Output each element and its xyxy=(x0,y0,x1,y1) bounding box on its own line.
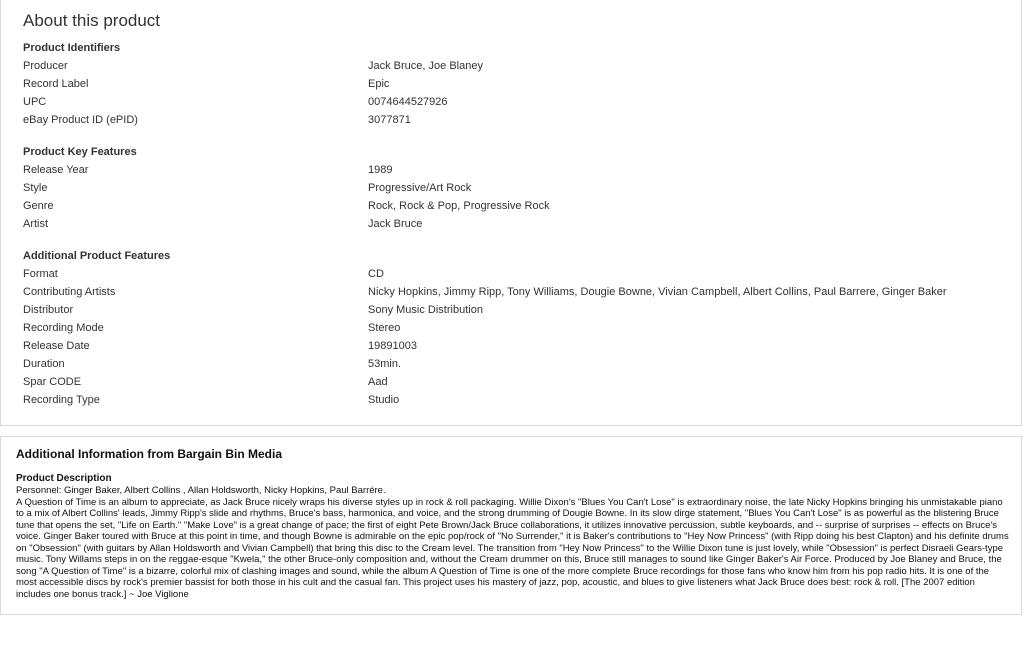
spec-value: Progressive/Art Rock xyxy=(368,182,472,194)
spec-value: Jack Bruce, Joe Blaney xyxy=(368,60,483,72)
spec-row-record-label xyxy=(1,75,1001,93)
spec-value: 19891003 xyxy=(368,340,417,352)
spec-row-upc xyxy=(1,93,1001,111)
spec-value: Studio xyxy=(368,394,400,406)
personnel-text: Personnel: Ginger Baker, Albert Collins , Allan Holdsworth, Nicky Hopkins, Paul Barrére. xyxy=(16,485,386,496)
seller-additional-info-panel xyxy=(0,436,1022,615)
review-text: A Question of Time is an album to appreciate, as Jack Bruce nicely wraps his diverse styles up in rock & roll packaging. Willie Dixon's "Blues You Can't Lose" is extraordinary noise, the late Nicky Hopkins bringing his unmistakable piano to a mix of Albert Collins' leads, Jimmy Ripp's slide and rhythms, Bruce's bass, harmonica, and voice, and the strong drumming of Dougie Bowne. In its slow dirge statement, "Blues You Can't Lose" is as powerful as the blistering Bruce tune that opens the set, "Life on Earth." "Make Love" is a great change of pace; the first of eight Pete Brown/Jack Bruce collaborations, it utilizes innovative percussion, subtle keyboards, and -- surprise of surprises -- effects on Bruce's voice. Ginger Baker toured with Bruce at this point in time, and though Bowne is admirable on the epic pop/rock of "No Surrender," it is Baker's contributions to "Hey Now Princess" (with Ripp doing his best Clapton) and his definite drums on "Obsession" (with guitars by Allan Holdsworth and Vivian Campbell) that bring this disc to the Cream level. The transition from "Hey Now Princess" to the Willie Dixon tune is just lovely, while "Obsession" is perfect Disraeli Gears-type music. Tony Willams steps in on the reggae-esque "Kwela," the other Bruce-only composition and, without the Cream drummer on this, Bruce still manages to sound like Ginger Baker's Air Force. Produced by Joe Blaney and Bruce, the song "A Question of Time" is a bizarre, colorful mix of clashing images and sound, while the album A Question of Time is one of the more complete Bruce recordings for those fans who know him from his pop radio hits. It is one of the most accessible discs by rock's premier bassist for both those in his cult and the casual fan. This project uses his mastery of jazz, pop, acoustic, and blues to give listeners what Jack Bruce does best: rock & roll. [The 2007 edition includes one bonus track.] ~ Joe Viglione xyxy=(16,496,1009,600)
spec-label: Spar CODE xyxy=(23,376,82,388)
spec-label: UPC xyxy=(23,96,47,108)
about-title: About this product xyxy=(23,11,161,30)
section-heading-additional-product-features: Additional Product Features xyxy=(23,250,171,262)
spec-label: Format xyxy=(23,268,58,280)
spec-row-contributing-artists xyxy=(1,283,1001,301)
spec-row-producer xyxy=(1,57,1001,75)
spec-row-epid xyxy=(1,111,1001,129)
spec-value: Sony Music Distribution xyxy=(368,304,483,316)
spec-value: Epic xyxy=(368,78,390,90)
seller-info-title: Additional Information from Bargain Bin Media xyxy=(16,447,283,461)
spec-value: Aad xyxy=(368,376,388,388)
spec-row-distributor xyxy=(1,301,1001,319)
spec-label: Recording Mode xyxy=(23,322,104,334)
spec-row-artist xyxy=(1,215,1001,233)
spec-label: Distributor xyxy=(23,304,74,316)
spec-label: Contributing Artists xyxy=(23,286,116,298)
spec-value: Stereo xyxy=(368,322,401,334)
product-description-heading: Product Description xyxy=(16,473,112,484)
spec-label: Duration xyxy=(23,358,65,370)
spec-value: Jack Bruce xyxy=(368,218,423,230)
spec-label: Producer xyxy=(23,60,68,72)
spec-row-spar-code xyxy=(1,373,1001,391)
spec-label: Genre xyxy=(23,200,54,212)
spec-value: 0074644527926 xyxy=(368,96,448,108)
spec-label: Style xyxy=(23,182,48,194)
spec-value: Rock, Rock & Pop, Progressive Rock xyxy=(368,200,550,212)
spec-row-style xyxy=(1,179,1001,197)
spec-row-recording-mode xyxy=(1,319,1001,337)
spec-label: eBay Product ID (ePID) xyxy=(23,114,138,126)
product-description-body xyxy=(16,485,1011,600)
section-heading-product-identifiers: Product Identifiers xyxy=(23,42,121,54)
spec-value: 1989 xyxy=(368,164,393,176)
spec-label: Artist xyxy=(23,218,49,230)
section-heading-product-key-features: Product Key Features xyxy=(23,146,137,158)
spec-row-release-year xyxy=(1,161,1001,179)
spec-label: Record Label xyxy=(23,78,89,90)
spec-row-recording-type xyxy=(1,391,1001,409)
spec-row-duration xyxy=(1,355,1001,373)
spec-value: 3077871 xyxy=(368,114,411,126)
spec-label: Release Year xyxy=(23,164,89,176)
spec-row-format xyxy=(1,265,1001,283)
spec-label: Recording Type xyxy=(23,394,100,406)
spec-value: CD xyxy=(368,268,384,280)
spec-value: 53min. xyxy=(368,358,402,370)
spec-row-genre xyxy=(1,197,1001,215)
spec-value: Nicky Hopkins, Jimmy Ripp, Tony Williams, Dougie Bowne, Vivian Campbell, Albert Collins, Paul Barrere, Ginger Baker xyxy=(368,286,947,298)
spec-label: Release Date xyxy=(23,340,90,352)
spec-row-release-date xyxy=(1,337,1001,355)
